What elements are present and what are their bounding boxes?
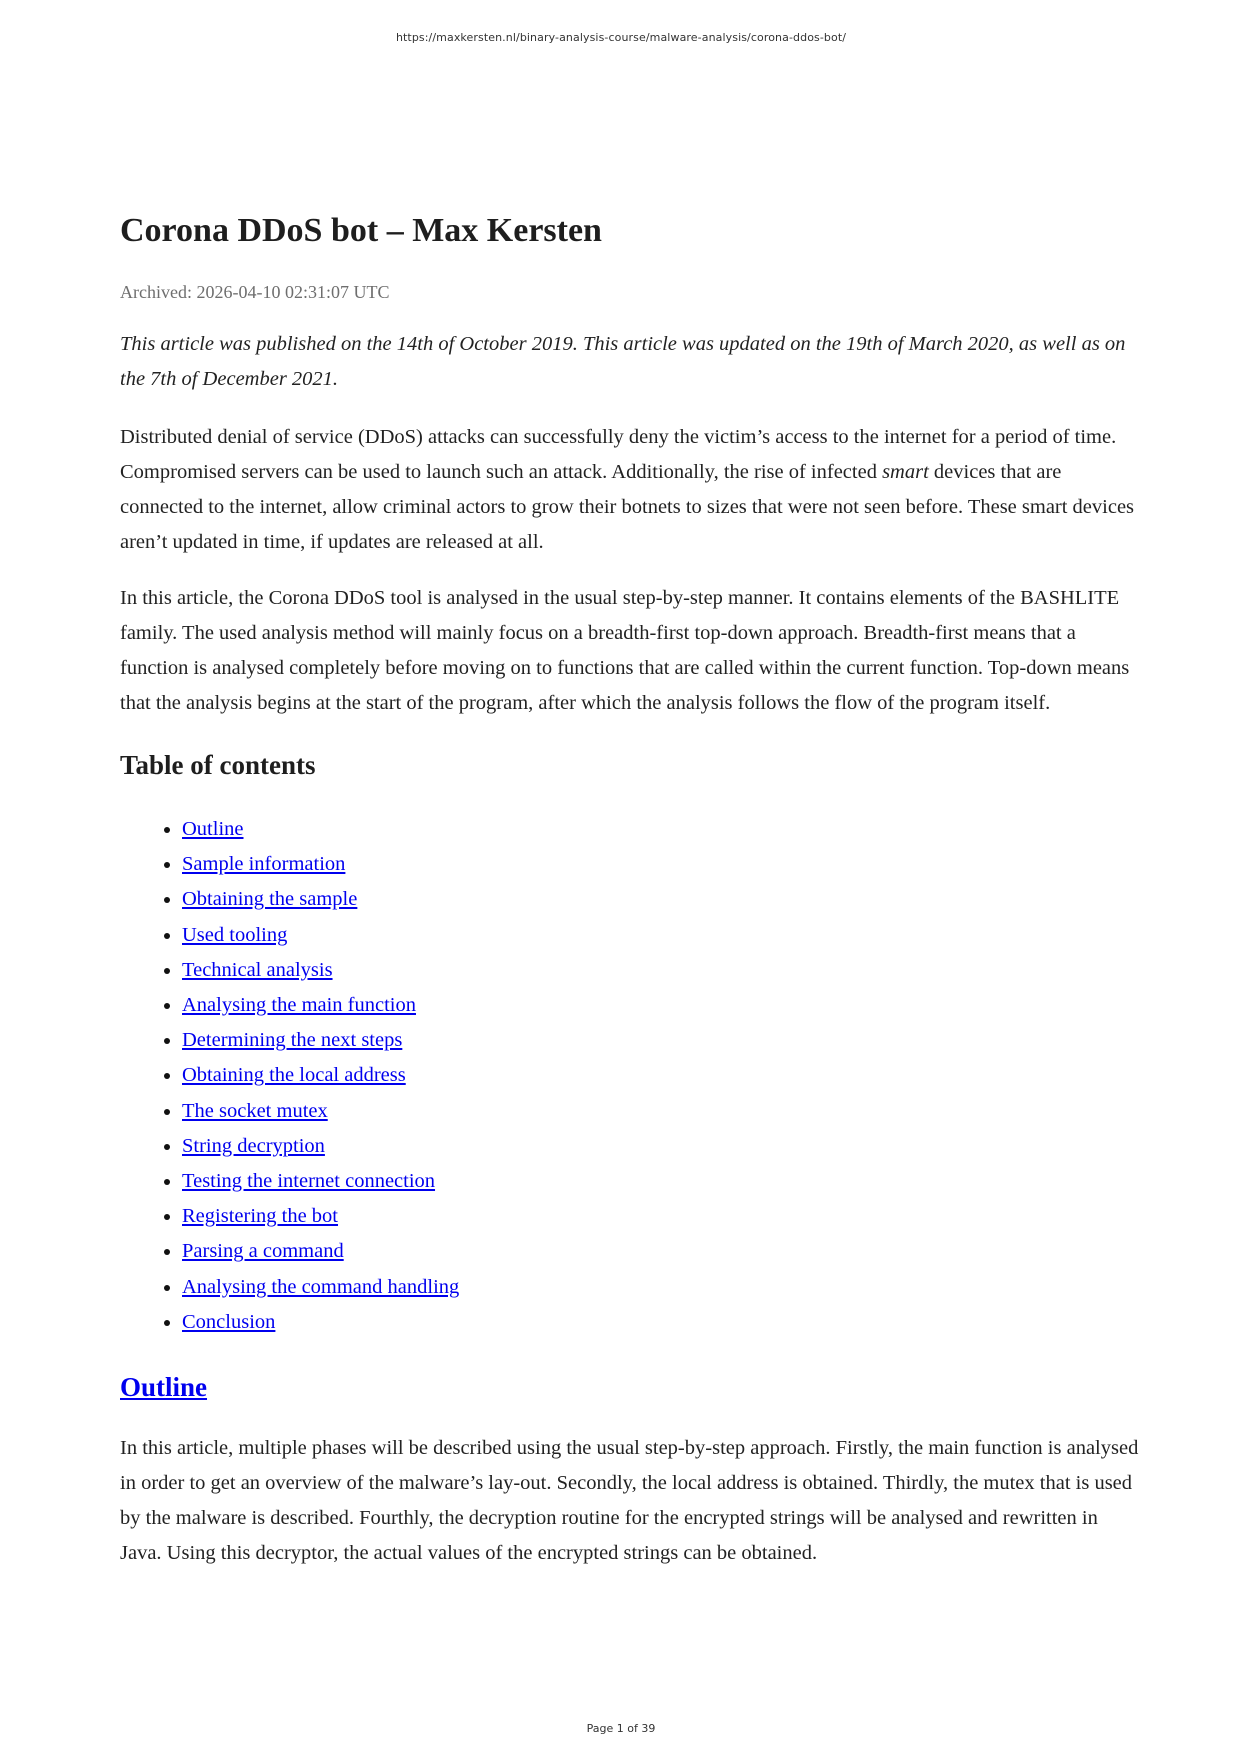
toc-link-analysing-main-function[interactable]: Analysing the main function	[182, 994, 416, 1017]
outline-heading-link[interactable]: Outline	[120, 1372, 208, 1403]
archived-timestamp: Archived: 2026-04-10 02:31:07 UTC	[120, 282, 390, 302]
toc-item	[182, 847, 1142, 882]
method-paragraph: In this article, the Corona DDoS tool is analysed in the usual step-by-step manner. It contains elements of the BASHLITE family. The used analysis method will mainly focus on a breadth-first top-down approach. Breadth-first means that a function is analysed completely before moving on to functions that are called within the current function. Top-down means that the analysis begins at the start of the program, after which the analysis follows the flow of the program itself.	[120, 587, 1130, 714]
toc-item	[182, 1058, 1142, 1093]
toc-item	[182, 1129, 1142, 1164]
toc-link-conclusion[interactable]: Conclusion	[182, 1310, 276, 1333]
toc-link-testing-internet-connection[interactable]: Testing the internet connection	[182, 1170, 436, 1193]
toc-heading: Table of contents	[120, 750, 316, 780]
table-of-contents	[120, 812, 1142, 1340]
toc-link-sample-information[interactable]: Sample information	[182, 853, 346, 876]
page-title: Corona DDoS bot – Max Kersten	[120, 212, 602, 249]
intro-paragraph-text-start: Distributed denial of service (DDoS) attacks can successfully deny the victim’s access to the internet for a period of time. Compromised servers can be used to launch such an attack. Additionally, the rise of infected	[120, 426, 1117, 483]
toc-link-technical-analysis[interactable]: Technical analysis	[182, 958, 333, 981]
toc-item	[182, 1094, 1142, 1129]
outline-heading	[120, 1370, 1142, 1404]
toc-item	[182, 953, 1142, 988]
toc-item	[182, 1234, 1142, 1269]
toc-item	[182, 1305, 1142, 1340]
toc-link-string-decryption[interactable]: String decryption	[182, 1134, 325, 1157]
article	[120, 210, 1142, 1571]
toc-link-parsing-a-command[interactable]: Parsing a command	[182, 1240, 344, 1263]
toc-item	[182, 1199, 1142, 1234]
toc-link-outline[interactable]: Outline	[182, 818, 244, 840]
toc-item	[182, 1023, 1142, 1058]
toc-link-analysing-command-handling[interactable]: Analysing the command handling	[182, 1275, 460, 1298]
publication-note: This article was published on the 14th of October 2019. This article was updated on the 19th of March 2020, as well as on the 7th of December 2021.	[120, 333, 1126, 390]
toc-link-used-tooling[interactable]: Used tooling	[182, 923, 288, 946]
toc-item	[182, 812, 1142, 847]
intro-paragraph-emphasis: smart	[882, 461, 929, 483]
toc-item	[182, 918, 1142, 953]
page-number: Page 1 of 39	[586, 1722, 656, 1735]
toc-item	[182, 1164, 1142, 1199]
toc-link-obtaining-local-address[interactable]: Obtaining the local address	[182, 1064, 406, 1087]
toc-link-socket-mutex[interactable]: The socket mutex	[182, 1099, 328, 1122]
toc-item	[182, 882, 1142, 917]
outline-paragraph: In this article, multiple phases will be described using the usual step-by-step approach. Firstly, the main function is analysed in order to get an overview of the malware’s lay-out. Secondly, the local address is obtained. Thirdly, the mutex that is used by the malware is described. Fourthly, the decryption routine for the encrypted strings will be analysed and rewritten in Java. Using this decryptor, the actual values of the encrypted strings can be obtained.	[120, 1437, 1139, 1565]
toc-link-registering-the-bot[interactable]: Registering the bot	[182, 1205, 339, 1228]
toc-item	[182, 1270, 1142, 1305]
intro-paragraph	[120, 420, 1142, 560]
toc-link-determining-next-steps[interactable]: Determining the next steps	[182, 1029, 403, 1052]
print-header-url: https://maxkersten.nl/binary-analysis-course/malware-analysis/corona-ddos-bot/	[395, 31, 847, 44]
toc-item	[182, 988, 1142, 1023]
toc-link-obtaining-the-sample[interactable]: Obtaining the sample	[182, 888, 358, 911]
intro-paragraph-text-end: devices that are connected to the internet, allow criminal actors to grow their botnets to sizes that were not seen before. These smart devices aren’t updated in time, if updates are released at all.	[120, 461, 1135, 553]
